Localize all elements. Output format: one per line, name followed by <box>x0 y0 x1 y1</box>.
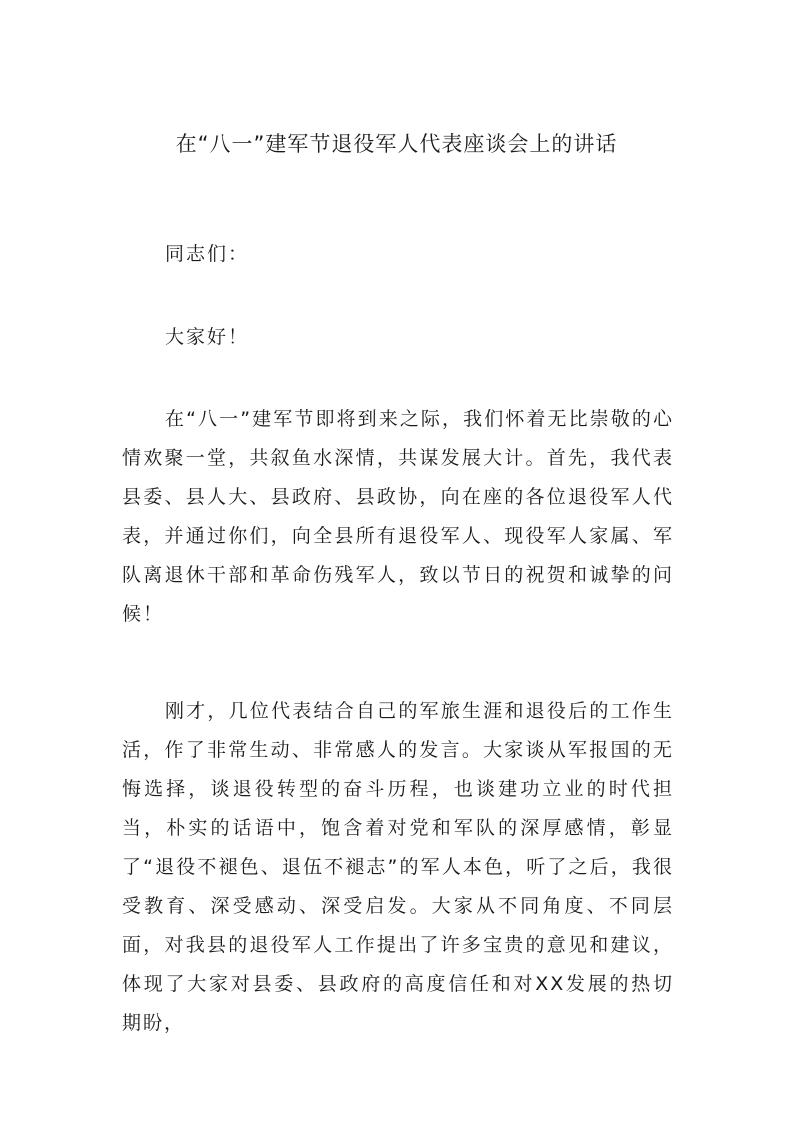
paragraph-1: 在“八一”建军节即将到来之际，我们怀着无比崇敬的心情欢聚一堂，共叙鱼水深情，共谋发展大计。首先，我代表县委、县人大、县政府、县政协，向在座的各位退役军人代表，并通过你们，向全县所有退役军人、现役军人家属、军队离退休干部和革命伤残军人，致以节日的祝贺和诚挚的问候！ <box>122 408 674 625</box>
greeting: 大家好！ <box>165 326 250 348</box>
document-title: 在“八一”建军节退役军人代表座谈会上的讲话 <box>175 132 618 156</box>
salutation: 同志们： <box>165 243 250 265</box>
paragraph-2: 刚才，几位代表结合自己的军旅生涯和退役后的工作生活，作了非常生动、非常感人的发言。大家谈从军报国的无悔选择，谈退役转型的奋斗历程，也谈建功立业的时代担当，朴实的话语中，饱含着对党和军队的深厚感情，彰显了“退役不褪色、退伍不褪志”的军人本色，听了之后，我很受教育、深受感动、深受启发。大家从不同角度、不同层面，对我县的退役军人工作提出了许多宝贵的意见和建议，体现了大家对县委、县政府的高度信任和对XX发展的热切期盼， <box>122 700 674 1034</box>
